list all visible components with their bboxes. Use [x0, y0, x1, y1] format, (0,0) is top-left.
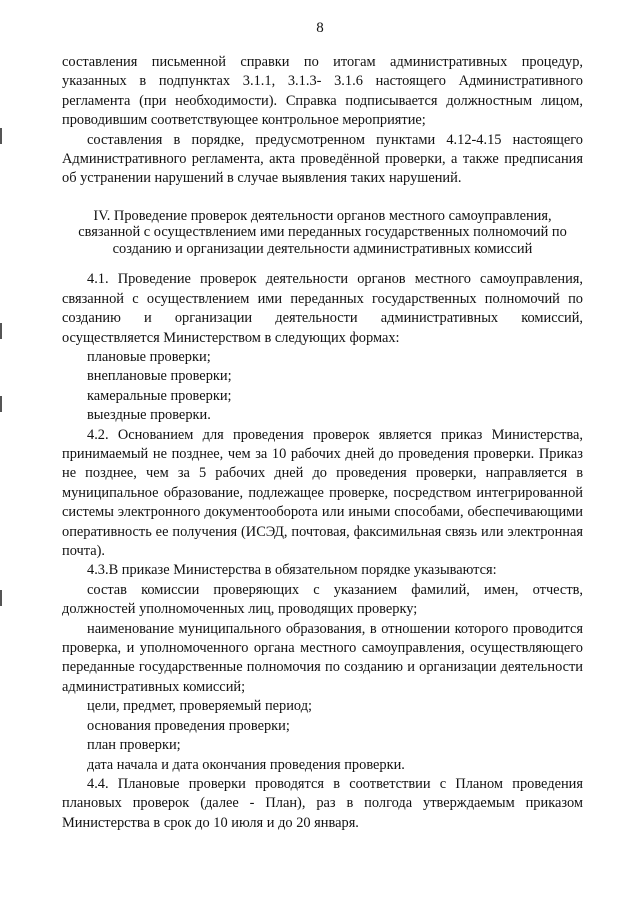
paragraph-4-2: 4.2. Основанием для проведения проверок является приказ Министерства, принимаемый не позднее, чем за 10 рабочих дней до проведения проверки. Приказ не позднее, чем за 5 рабочих дней до проведения проверки, направляется в муниципальное образование, подлежащее проверке, посредством интегрированной системы электронного документооборота или иными способами, обеспечивающими оперативность ее получения (ИСЭД, почтовая, факсимильная связь или электронная почта).: [62, 426, 583, 560]
list-item-order-content: наименование муниципального образования, в отношении которого проводится проверка, и уполномоченного органа местного самоуправления, осуществляющего переданные государственные полномочия по созданию и организации деятельности административных комиссий;: [62, 620, 583, 695]
list-item-order-content: основания проведения проверки;: [87, 717, 290, 734]
page-number: 8: [316, 20, 324, 36]
scan-mark: [0, 128, 2, 144]
list-item-order-content: цели, предмет, проверяемый период;: [87, 698, 313, 715]
section-heading: IV. Проведение проверок деятельности органов местного самоуправления, связанной с осуществлением ими переданных государственных полномочий по созданию и организации деятельности административных комиссий: [78, 207, 567, 257]
list-item-order-content: состав комиссии проверяющих с указанием фамилий, имен, отчеств, должностей уполномоченных лиц, проводящих проверку;: [62, 581, 583, 618]
document-body: [62, 53, 583, 833]
list-item-order-content: дата начала и дата окончания проведения проверки.: [87, 756, 405, 773]
paragraph-inspection-act: составления в порядке, предусмотренном пунктами 4.12-4.15 настоящего Административного регламента, акта проведённой проверки, а также предписания об устранении нарушений в случае выявления таких нарушений.: [62, 131, 583, 187]
paragraph-4-4: 4.4. Плановые проверки проводятся в соответствии с Планом проведения плановых проверок (далее - План), раз в полгода утверждаемым приказом Министерства в срок до 10 июля и до 20 января.: [62, 775, 583, 831]
list-item-inspection-form: выездные проверки.: [87, 407, 211, 424]
paragraph-written-report: составления письменной справки по итогам административных процедур, указанных в подпунктах 3.1.1, 3.1.3- 3.1.6 настоящего Административного регламента (при необходимости). Справка подписывается должностным лицом, проводившим соответствующее контрольное мероприятие;: [62, 54, 583, 129]
list-item-inspection-form: внеплановые проверки;: [87, 368, 232, 385]
list-item-inspection-form: камеральные проверки;: [87, 387, 232, 404]
scan-mark: [0, 590, 2, 606]
paragraph-4-1: 4.1. Проведение проверок деятельности органов местного самоуправления, связанной с осуществлением ими переданных государственных полномочий по созданию и организации деятельности административных комиссий, осуществляется Министерством в следующих формах:: [62, 271, 583, 346]
list-item-inspection-form: плановые проверки;: [87, 348, 211, 365]
scan-mark: [0, 323, 2, 339]
scan-mark: [0, 396, 2, 412]
paragraph-4-3: 4.3.В приказе Министерства в обязательном порядке указываются:: [87, 562, 497, 579]
list-item-order-content: план проверки;: [87, 737, 181, 754]
